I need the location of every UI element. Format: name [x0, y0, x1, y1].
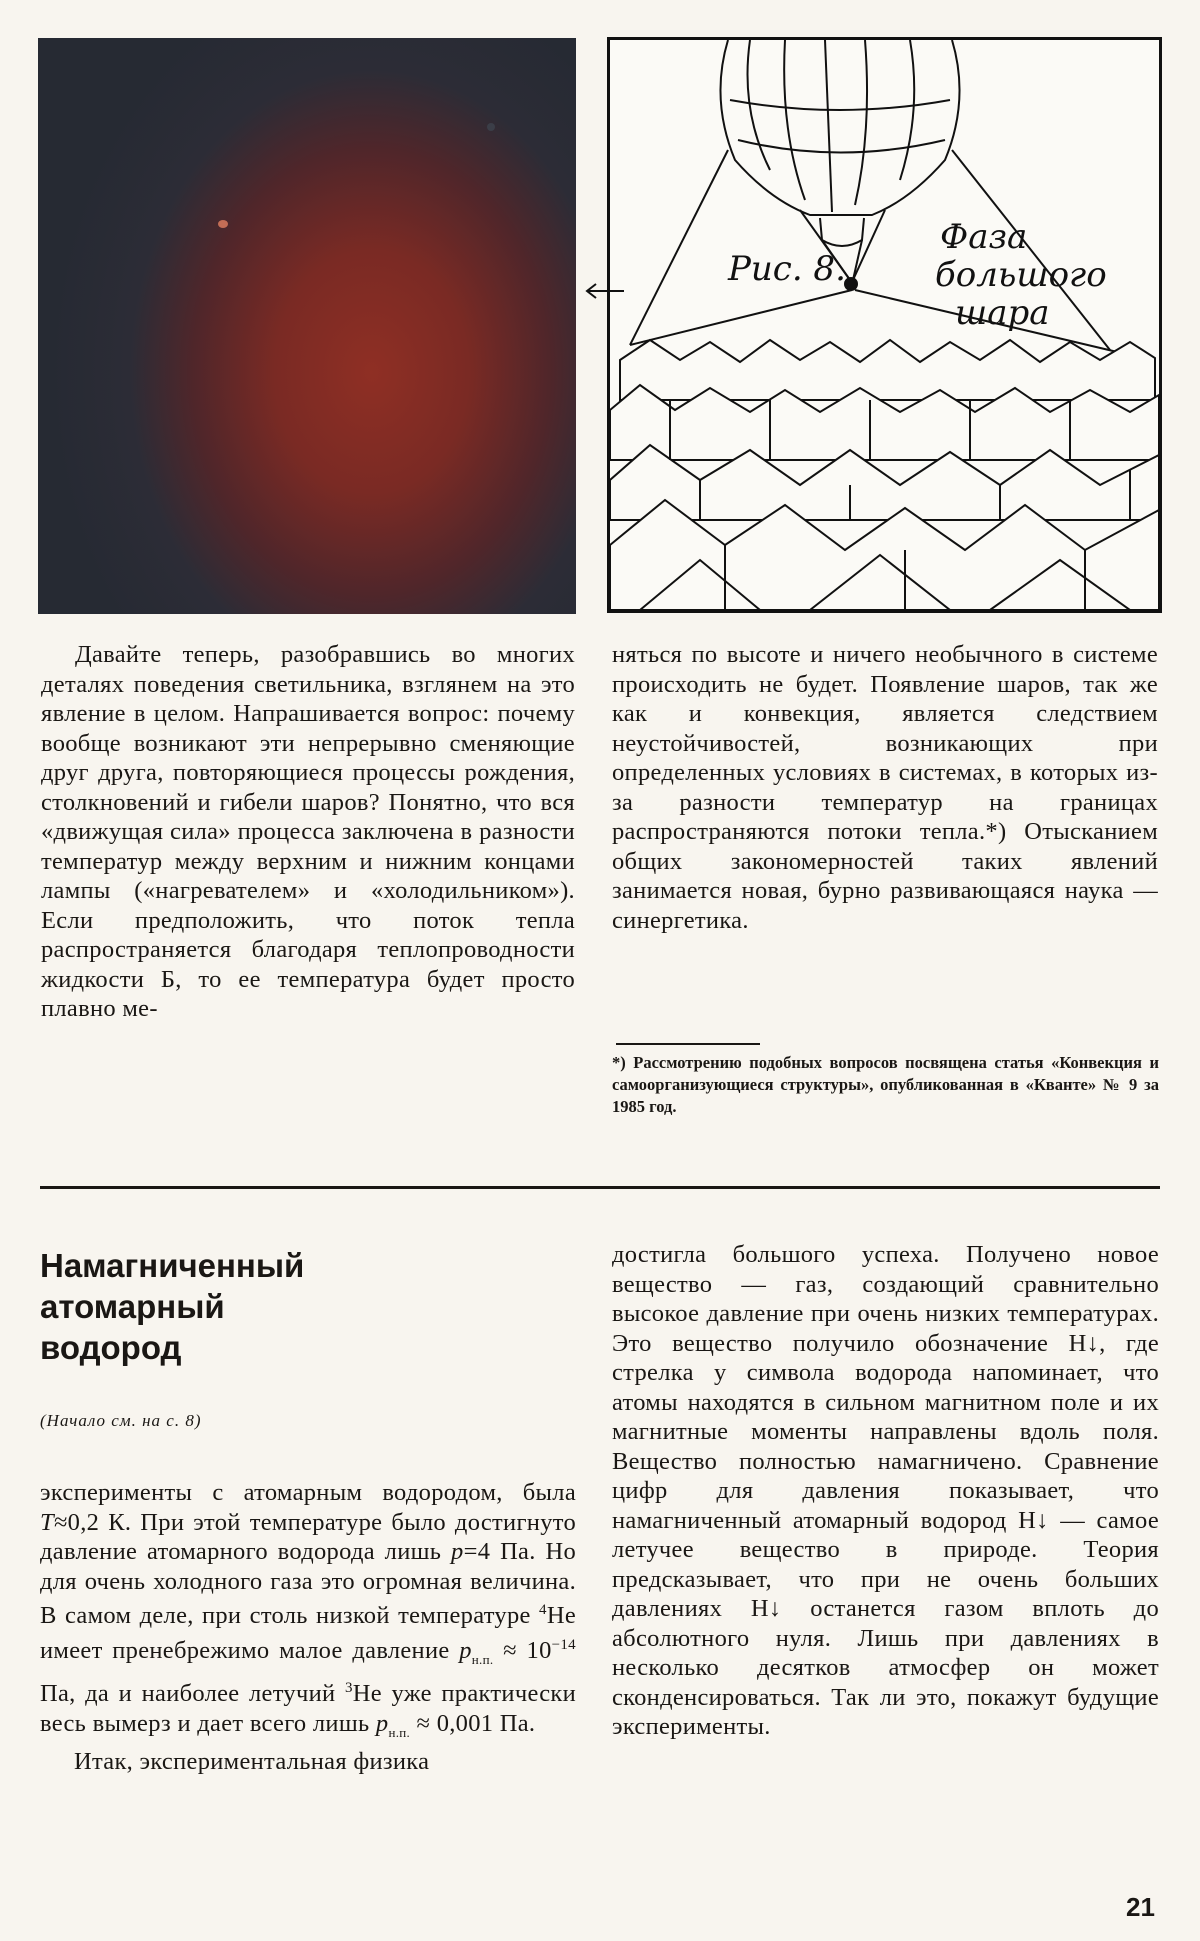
- highlight-spot: [218, 220, 228, 228]
- title-line-1: Намагниченный: [40, 1247, 305, 1284]
- section-divider: [40, 1186, 1160, 1189]
- glowing-sphere-photo: [38, 38, 576, 614]
- footnote-rule: [616, 1043, 760, 1045]
- page-number: 21: [1126, 1892, 1155, 1922]
- arrow-to-photo-icon: [584, 281, 624, 301]
- paragraph-success: достигла большого успеха. Получено новое вещество — газ, создающий сравнительно высокое давление при очень низких температурах. Это вещество получило обозначение Н↓, где стрелка у символа водорода напоминает, что атомы находятся в сильном магнитном поле и их магнитные моменты направлены вдоль поля. Вещество полностью намагничено. Сравнение цифр для давления показывает, что намагниченный атомарный водород Н↓ — самое летучее вещество в природе. Теория предсказывает, что при не очень больших давлениях Н↓ останется газом вплоть до абсолютного нуля. Лишь при давлениях в несколько десятков атмосфер он может сконденсироваться. Так ли это, покажут будущие эксперименты.: [612, 1241, 1159, 1740]
- phase-label-2: большого: [935, 255, 1107, 295]
- paragraph-experiments: эксперименты с атомарным водородом, была T≈0,2 К. При этой температуре было достигнуто давление атомарного водорода лишь p=4 Па. Но для очень холодного газа это огромная величина. В самом деле, при столь низкой температуре $^4$Не имеет пренебрежимо малое давление $p_{н.п.} \approx 10^{-14}$ Па, да и наиболее летучий $^3$Не уже практически весь вымерз и дает всего лишь $p_{н.п.} \approx 0,001$ Па.: [40, 1479, 577, 1740]
- fig-label: Рис. 8.: [728, 249, 846, 289]
- balloon-city-drawing: [610, 40, 1159, 610]
- paragraph-so: Итак, экспериментальная физика: [74, 1748, 430, 1776]
- phase-label-3: шара: [955, 293, 1050, 333]
- phase-label-1: Фаза: [940, 217, 1028, 257]
- continued-note: (Начало см. на с. 8): [40, 1411, 202, 1430]
- paragraph-lamp-discussion: Давайте теперь, разобравшись во многих деталях поведения светильника, взглянем на это явление в целом. Напрашивается вопрос: почему вообще возникают эти непрерывно сменяющие друг друга, повторяющиеся процессы рождения, столкновений и гибели шаров? Понятно, что вся «движущая сила» процесса заключена в разности температур между верхним и нижним концами лампы («нагревателем» и «холодильником»). Если предположить, что поток тепла распространяется благодаря теплопроводности жидкости Б, то ее температура будет просто плавно ме-: [41, 641, 575, 1022]
- column-3: [40, 1478, 576, 1777]
- title-line-3: водород: [40, 1329, 182, 1366]
- dark-speck: [487, 123, 495, 131]
- balloon-sketch-illustration: [607, 37, 1162, 613]
- paragraph-synergetics: няться по высоте и ничего необычного в системе происходить не будет. Появление шаров, так же как и конвекция, является следствием неустойчивостей, возникающих при определенных условиях в системах, в которых из-за разности температур на границах распространяются потоки тепла.*) Отысканием общих закономерностей таких явлений занимается новая, бурно развивающаяся наука — синергетика.: [612, 641, 1158, 934]
- title-line-2: атомарный: [40, 1288, 225, 1325]
- column-4: [612, 1240, 1159, 1742]
- column-2: [612, 640, 1158, 935]
- column-1: [41, 640, 575, 1024]
- footnote: *) Рассмотрению подобных вопросов посвящена статья «Конвекция и самоорганизующиеся структуры», опубликованная в «Кванте» № 9 за 1985 год.: [612, 1053, 1159, 1116]
- article-title: [40, 1245, 580, 1368]
